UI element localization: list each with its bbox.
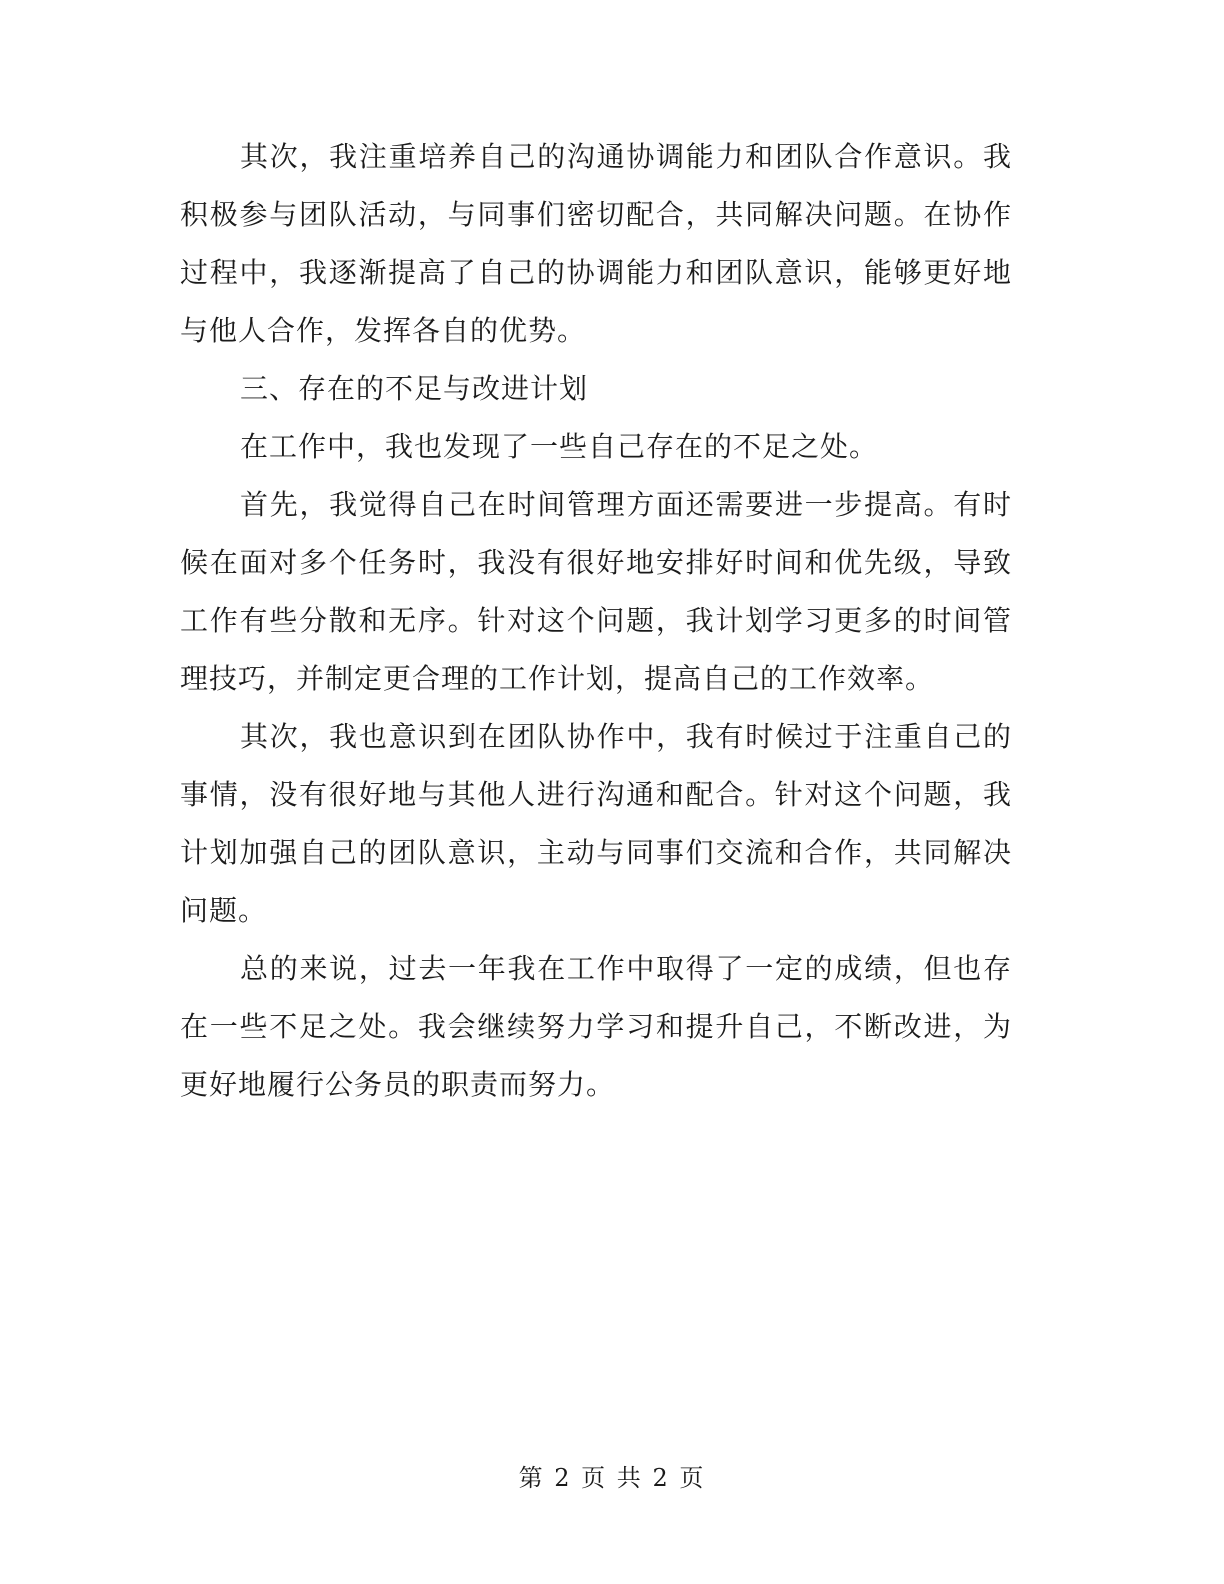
paragraph-shortcomings-intro: 在工作中，我也发现了一些自己存在的不足之处。 bbox=[240, 430, 879, 463]
page-number-footer: 第 2 页 共 2 页 bbox=[518, 1464, 706, 1492]
document-body bbox=[180, 128, 1012, 1114]
paragraph-conclusion: 总的来说，过去一年我在工作中取得了一定的成绩，但也存在一些不足之处。我会继续努力学习和提升自己，不断改进，为更好地履行公务员的职责而努力。 bbox=[180, 952, 1012, 1101]
paragraph-teamwork: 其次，我注重培养自己的沟通协调能力和团队合作意识。我积极参与团队活动，与同事们密切配合，共同解决问题。在协作过程中，我逐渐提高了自己的协调能力和团队意识，能够更好地与他人合作，发挥各自的优势。 bbox=[180, 140, 1012, 347]
paragraph-time-management: 首先，我觉得自己在时间管理方面还需要进一步提高。有时候在面对多个任务时，我没有很好地安排好时间和优先级，导致工作有些分散和无序。针对这个问题，我计划学习更多的时间管理技巧，并制定更合理的工作计划，提高自己的工作效率。 bbox=[180, 488, 1012, 695]
section-heading-shortcomings: 三、存在的不足与改进计划 bbox=[240, 372, 589, 405]
paragraph-team-collaboration: 其次，我也意识到在团队协作中，我有时候过于注重自己的事情，没有很好地与其他人进行沟通和配合。针对这个问题，我计划加强自己的团队意识，主动与同事们交流和合作，共同解决问题。 bbox=[180, 720, 1012, 927]
